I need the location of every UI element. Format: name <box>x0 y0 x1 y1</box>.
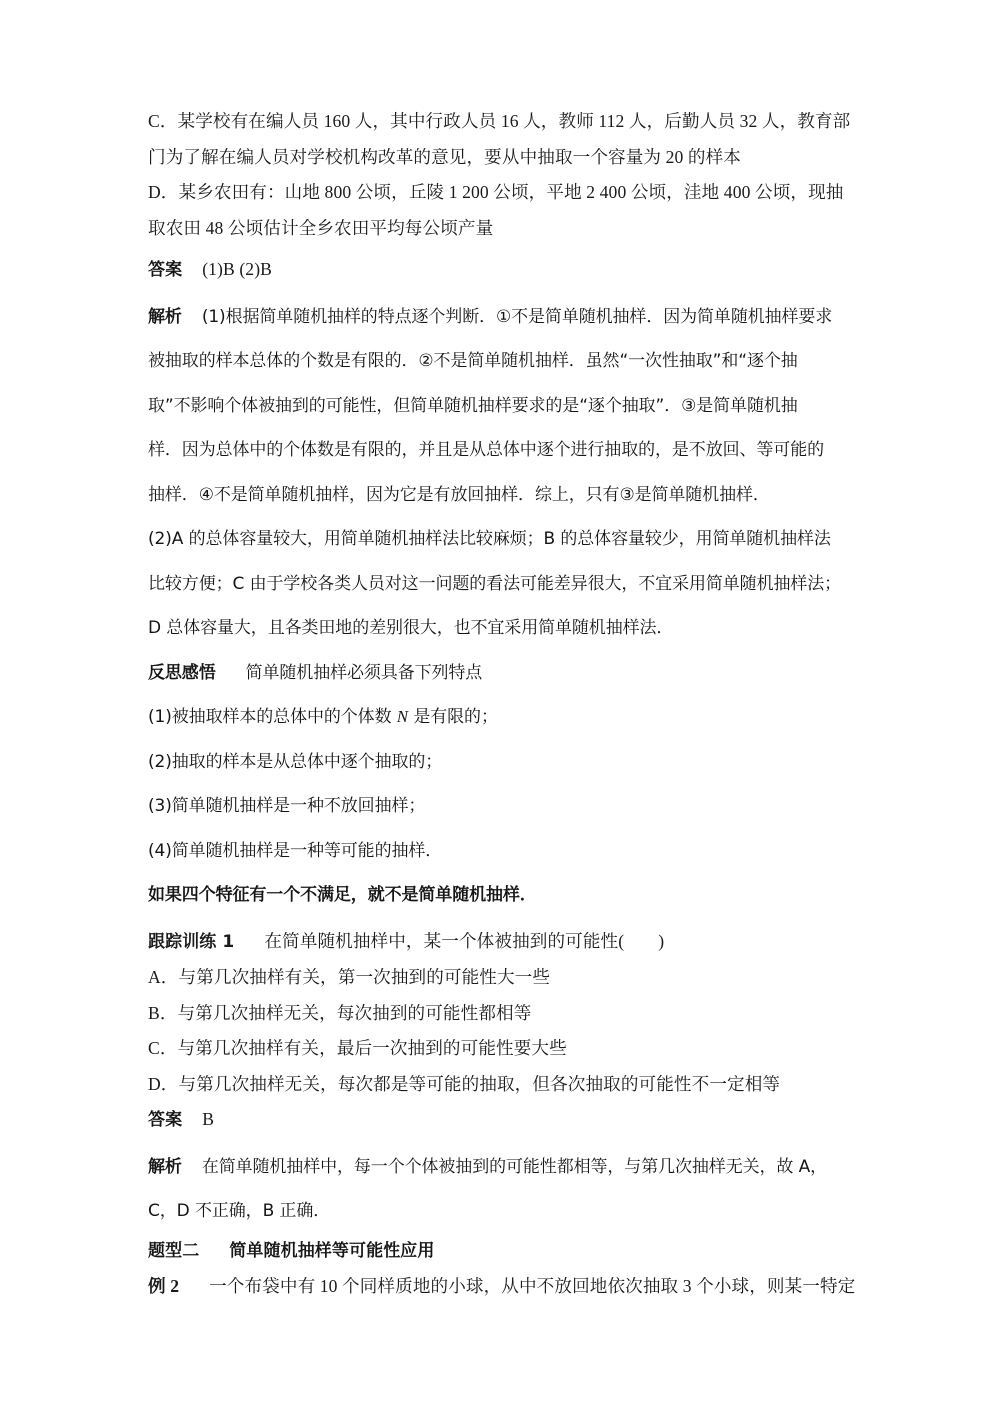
option-line-d-2: 取农田 48 公顷估计全乡农田平均每公顷产量 <box>148 217 494 238</box>
answer-label-1: 答案 <box>148 260 183 280</box>
tracking-option-a[interactable]: A．与第几次抽样有关，第一次抽到的可能性大一些 <box>148 967 551 987</box>
section-heading <box>148 1234 860 1270</box>
analysis-line-2: 被抽取的样本总体的个数是有限的．②不是简单随机抽样．虽然“一次性抽取”和“逐个抽 <box>148 351 798 371</box>
reflection-item-1-prefix: (1)被抽取样本的总体中的个体数 <box>148 707 397 727</box>
reflection-title: 简单随机抽样必须具备下列特点 <box>245 662 483 683</box>
analysis-line-1 <box>148 295 860 340</box>
reflection-item-2: (2)抽取的样本是从总体中逐个抽取的； <box>148 751 443 772</box>
tracking-analysis-line-1 <box>148 1145 860 1190</box>
option-line-d-1: D．某乡农田有：山地 800 公顷，丘陵 1 200 公顷，平地 2 400 公顷，洼地 400 公顷，现抽 <box>148 182 844 202</box>
reflection-item-1 <box>148 695 860 740</box>
analysis-line-7: 比较方便；C 由于学校各类人员对这一问题的看法可能差异很大，不宜采用简单随机抽样法； <box>148 573 842 594</box>
example-label: 例 2 <box>148 1276 180 1296</box>
analysis-line-5: 抽样．④不是简单随机抽样，因为它是有放回抽样．综上，只有③是简单随机抽样． <box>148 484 770 505</box>
answer-row-1 <box>148 252 860 289</box>
tracking-option-b[interactable]: B．与第几次抽样无关，每次抽到的可能性都相等 <box>148 1002 532 1023</box>
reflection-conclusion: 如果四个特征有一个不满足，就不是简单随机抽样． <box>148 885 537 905</box>
reflection-label: 反思感悟 <box>148 662 216 683</box>
reflection-item-4: (4)简单随机抽样是一种等可能的抽样． <box>148 840 443 861</box>
reflection-item-1-symbol: N <box>396 707 409 726</box>
options-block-top <box>148 104 860 246</box>
reflection-item-3: (3)简单随机抽样是一种不放回抽样； <box>148 796 426 816</box>
tracking-analysis-line-2: C，D 不正确，B 正确． <box>148 1201 331 1221</box>
reflection-block <box>148 651 860 918</box>
analysis-line-8: D 总体容量大，且各类田地的差别很大，也不宜采用简单随机抽样法． <box>148 618 674 638</box>
example-text: 一个布袋中有 10 个同样质地的小球，从中不放回地依次抽取 3 个小球，则某一特定 <box>209 1276 856 1296</box>
tracking-answer-label: 答案 <box>148 1110 183 1130</box>
analysis-block-1 <box>148 295 860 651</box>
tracking-answer-value: B <box>202 1109 215 1129</box>
reflection-item-1-suffix: 是有限的； <box>408 707 498 727</box>
section-title: 简单随机抽样等可能性应用 <box>229 1240 435 1261</box>
reflection-heading <box>148 651 860 696</box>
tracking-option-d[interactable]: D．与第几次抽样无关，每次都是等可能的抽取，但各次抽取的可能性不一定相等 <box>148 1073 781 1094</box>
tracking-label: 跟踪训练 1 <box>148 931 235 952</box>
analysis-label-1: 解析 <box>148 306 182 327</box>
section-label: 题型二 <box>148 1240 200 1261</box>
tracking-stem <box>148 924 860 961</box>
answer-value-1: (1)B (2)B <box>202 259 273 279</box>
section-block <box>148 1234 860 1305</box>
option-line-c-1: C．某学校有在编人员 160 人，其中行政人员 16 人，教师 112 人，后勤人员 32 人，教育部 <box>148 111 851 131</box>
analysis-line-4: 样．因为总体中的个体数是有限的，并且是从总体中逐个进行抽取的，是不放回、等可能的 <box>148 440 824 460</box>
page-content <box>148 104 860 1305</box>
tracking-option-c[interactable]: C．与第几次抽样有关，最后一次抽到的可能性要大些 <box>148 1038 567 1058</box>
example-line <box>148 1269 860 1305</box>
option-line-c-2: 门为了解在编人员对学校机构改革的意见，要从中抽取一个容量为 20 的样本 <box>148 146 741 167</box>
tracking-answer-row <box>148 1102 860 1139</box>
tracking-analysis-label: 解析 <box>148 1156 182 1177</box>
tracking-analysis-text-1: 在简单随机抽样中，每一个个体被抽到的可能性都相等，与第几次抽样无关，故 A， <box>201 1156 828 1177</box>
analysis-line-3: 取”不影响个体被抽到的可能性，但简单随机抽样要求的是“逐个抽取”．③是简单随机抽 <box>148 395 798 416</box>
analysis-text-1: (1)根据简单随机抽样的特点逐个判断．①不是简单随机抽样．因为简单随机抽样要求 <box>201 306 833 327</box>
analysis-line-6: (2)A 的总体容量较大，用简单随机抽样法比较麻烦；B 的总体容量较少，用简单随机抽样法 <box>148 529 831 549</box>
tracking-stem-close: ) <box>658 930 665 951</box>
tracking-exercise-block <box>148 924 860 1234</box>
tracking-stem-text: 在简单随机抽样中，某一个体被抽到的可能性( <box>264 930 625 951</box>
